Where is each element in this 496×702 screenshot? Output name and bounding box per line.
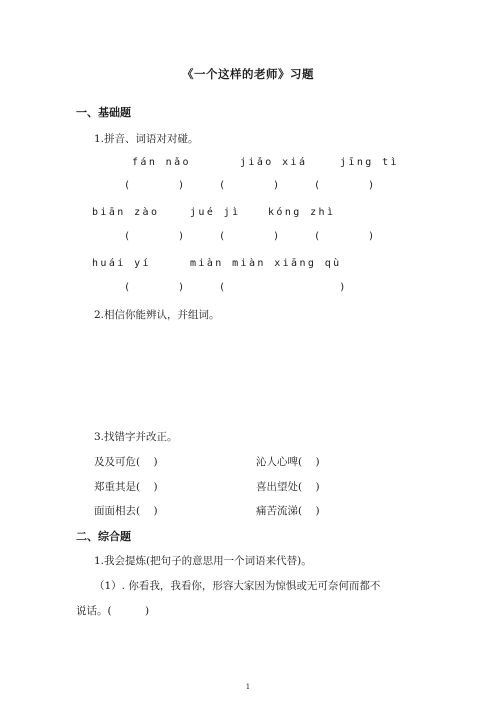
wrong-word-item: 及及可危( )	[94, 456, 158, 468]
pinyin-fan-nao: fán nǎo	[132, 157, 191, 168]
answer-blank[interactable]: ( )	[124, 231, 185, 242]
question-3-label: 3.找错字并改正。	[94, 431, 178, 443]
answer-blank[interactable]: ( )	[314, 231, 375, 242]
answer-blank[interactable]: ( )	[124, 282, 185, 293]
pinyin-jing-ti: jīng tì	[340, 157, 399, 168]
wrong-word-item: 痛苦流涕( )	[256, 505, 320, 517]
comprehensive-question-1-label: 1.我会提炼(把句子的意思用一个词语来代替)。	[94, 555, 312, 567]
page-number: 1	[245, 683, 251, 691]
pinyin-jue-ji: jué jì	[190, 207, 241, 218]
answer-blank[interactable]: ( )	[219, 231, 280, 242]
wrong-word-item: 郑重其是( )	[94, 481, 158, 493]
pinyin-kong-zhi: kóng zhì	[268, 207, 336, 218]
question-2-label: 2.相信你能辨认，并组词。	[94, 309, 220, 321]
answer-blank[interactable]: ( )	[124, 180, 185, 191]
answer-blank[interactable]: ( )	[219, 180, 280, 191]
pinyin-bian-zao: biān zào	[92, 207, 160, 218]
pinyin-jiao-xia: jiǎo xiá	[240, 157, 308, 168]
page-title: 《一个这样的老师》习题	[182, 67, 314, 81]
wrong-word-item: 面面相去( )	[94, 505, 158, 517]
pinyin-mian-mian-xiang-qu: miàn miàn xiāng qù	[190, 258, 342, 269]
wrong-word-item: 沁人心啤( )	[256, 456, 320, 468]
sub-question-1-answer-line: 说话。( )	[76, 605, 150, 617]
pinyin-huai-yi: huái yí	[92, 258, 151, 269]
answer-blank[interactable]: ( )	[314, 180, 375, 191]
wrong-word-item: 喜出望处( )	[256, 481, 320, 493]
sub-question-1-text: （1）. 你看我，我看你，形容大家因为惊惧或无可奈何而都不	[94, 580, 381, 592]
section-heading-basic: 一、基础题	[76, 106, 131, 119]
answer-blank-wide[interactable]: ( )	[219, 282, 346, 293]
section-heading-comprehensive: 二、综合题	[76, 530, 131, 543]
question-1-label: 1.拼音、词语对对碰。	[94, 133, 199, 145]
